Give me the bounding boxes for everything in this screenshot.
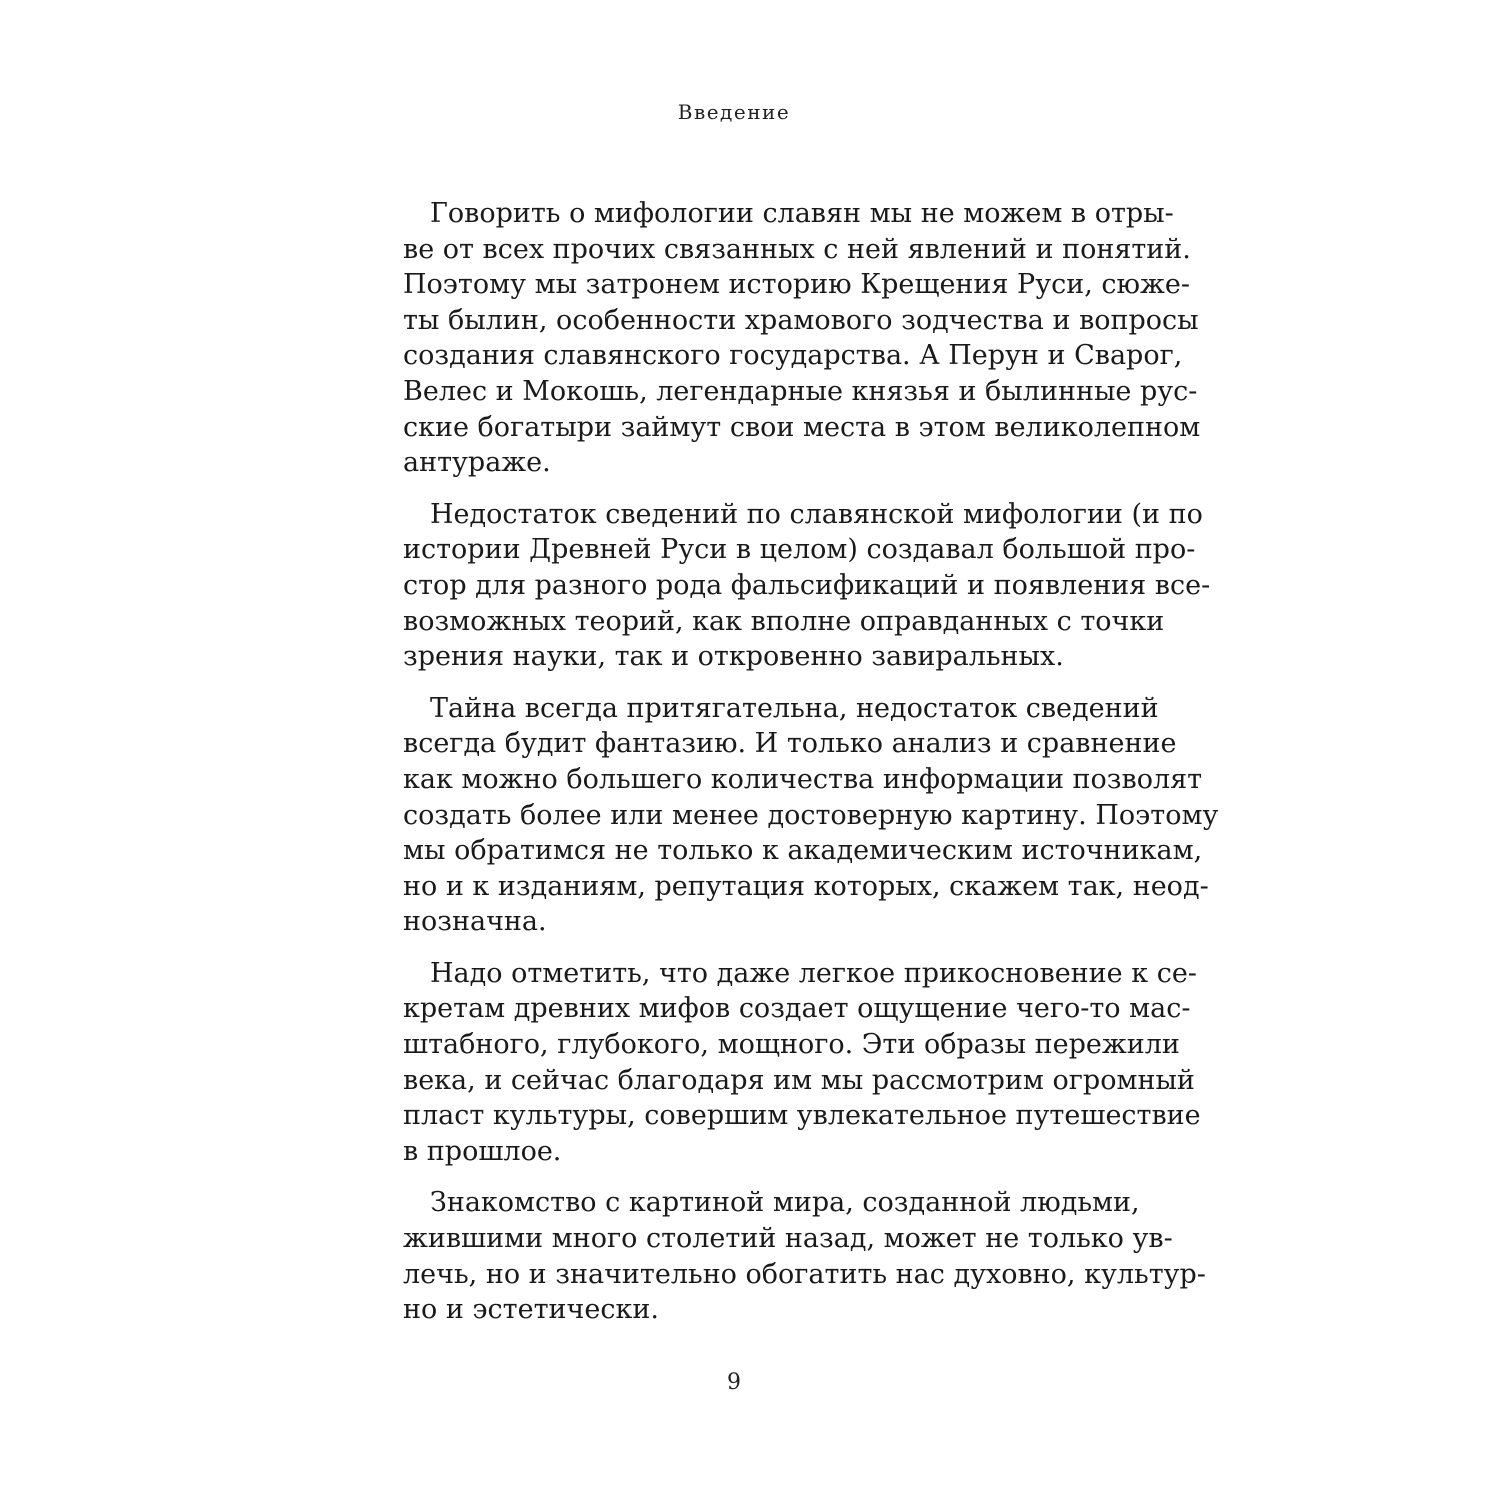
text-line: лечь, но и значительно обогатить нас духовно, культур- — [403, 1258, 1206, 1290]
text-line: но и эстетически. — [403, 1294, 659, 1326]
text-line: Говорить о мифологии славян мы не можем в отры- — [430, 198, 1174, 229]
paragraph-4 — [403, 956, 1201, 1170]
text-line: пласт культуры, совершим увлекательное путешествие — [403, 1100, 1201, 1132]
text-line: века, и сейчас благодаря им мы рассмотрим огромный — [403, 1064, 1195, 1096]
text-line: как можно большего количества информации позволят — [403, 763, 1203, 795]
text-line: возможных теорий, как вполне оправданных с точки — [403, 605, 1165, 637]
text-line: всегда будит фантазию. И только анализ и сравнение — [403, 728, 1177, 760]
text-line: антураже. — [403, 447, 551, 479]
text-line: создания славянского государства. А Перун и Сварог, — [403, 340, 1183, 372]
text-line: кретам древних мифов создает ощущение чего-то мас- — [403, 993, 1191, 1025]
text-line: ты былин, особенности храмового зодчества и вопросы — [403, 304, 1199, 336]
paragraph-5 — [403, 1185, 1206, 1327]
text-line: ве от всех прочих связанных с ней явлений и понятий. — [403, 233, 1191, 265]
running-head: Введение — [677, 100, 791, 124]
paragraph-1 — [403, 196, 1201, 481]
text-line: истории Древней Руси в целом) создавал большой про- — [403, 534, 1196, 566]
text-line: Велес и Мокошь, легендарные князья и былинные рус- — [403, 375, 1198, 407]
text-line: зрения науки, так и откровенно завиральных. — [403, 641, 1064, 673]
text-line: в прошлое. — [403, 1135, 562, 1167]
text-line: Тайна всегда притягательна, недостаток сведений — [430, 692, 1159, 724]
text-line: Поэтому мы затронем историю Крещения Руси, сюже- — [403, 269, 1190, 301]
body-text — [403, 196, 1219, 1344]
text-line: но и к изданиям, репутация которых, скажем так, неод- — [403, 870, 1209, 902]
text-line: мы обратимся не только к академическим источникам, — [403, 835, 1203, 867]
text-line: Надо отметить, что даже легкое прикосновение к се- — [430, 957, 1197, 989]
page-number: 9 — [727, 1370, 741, 1395]
text-line: штабного, глубокого, мощного. Эти образы пережили — [403, 1029, 1180, 1061]
text-line: Недостаток сведений по славянской мифологии (и по — [430, 498, 1203, 530]
text-line: нозначна. — [403, 906, 547, 938]
paragraph-2 — [403, 497, 1211, 675]
text-line: ские богатыри займут свои места в этом великолепном — [403, 411, 1201, 443]
text-line: создать более или менее достоверную картину. Поэтому — [403, 799, 1219, 831]
text-line: стор для разного рода фальсификаций и появления все- — [403, 569, 1211, 601]
paragraph-3 — [403, 691, 1219, 940]
text-line: Знакомство с картиной мира, созданной людьми, — [430, 1187, 1140, 1219]
text-line: жившими много столетий назад, может не только ув- — [403, 1223, 1173, 1255]
